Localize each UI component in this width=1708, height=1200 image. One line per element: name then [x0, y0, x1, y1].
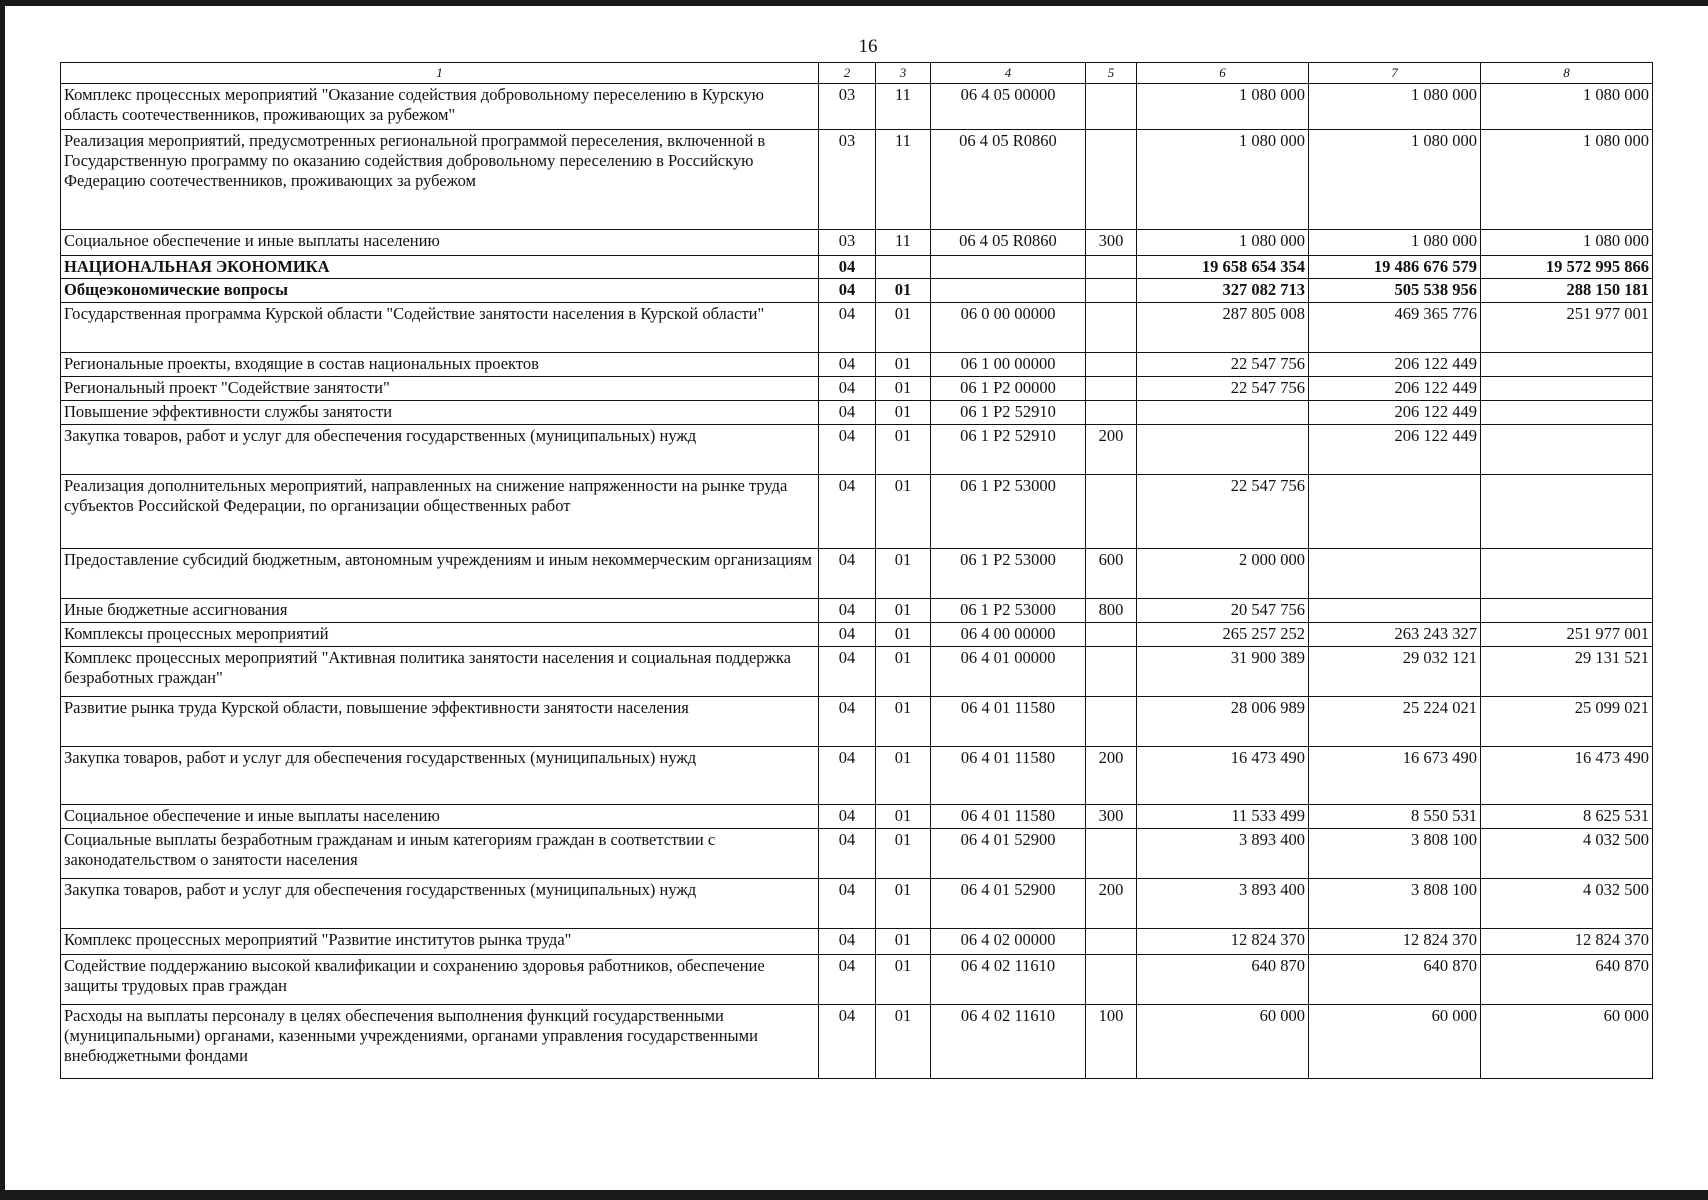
amount-col8: 251 977 001	[1481, 303, 1653, 353]
amount-col7: 3 808 100	[1309, 879, 1481, 929]
amount-col8: 29 131 521	[1481, 647, 1653, 697]
column-header: 3	[876, 63, 931, 84]
table-row	[61, 747, 1653, 805]
section-code: 04	[819, 697, 876, 747]
target-article-code: 06 1 P2 53000	[931, 475, 1086, 549]
amount-col6: 3 893 400	[1137, 879, 1309, 929]
table-row	[61, 84, 1653, 130]
expense-type-code	[1086, 401, 1137, 425]
subsection-code: 01	[876, 623, 931, 647]
target-article-code: 06 4 01 11580	[931, 697, 1086, 747]
section-code: 04	[819, 279, 876, 303]
amount-col7: 469 365 776	[1309, 303, 1481, 353]
scan-border-left	[0, 0, 5, 1200]
table-row	[61, 805, 1653, 829]
page-number: 16	[858, 36, 878, 57]
amount-col7: 60 000	[1309, 1005, 1481, 1079]
amount-col6: 2 000 000	[1137, 549, 1309, 599]
amount-col7: 505 538 956	[1309, 279, 1481, 303]
subsection-code: 11	[876, 84, 931, 130]
amount-col8: 4 032 500	[1481, 879, 1653, 929]
target-article-code: 06 4 05 00000	[931, 84, 1086, 130]
table-row	[61, 279, 1653, 303]
amount-col8	[1481, 599, 1653, 623]
subsection-code: 01	[876, 805, 931, 829]
subsection-code: 01	[876, 955, 931, 1005]
amount-col7: 206 122 449	[1309, 425, 1481, 475]
amount-col6: 19 658 654 354	[1137, 256, 1309, 279]
amount-col6	[1137, 401, 1309, 425]
row-name: Содействие поддержанию высокой квалификации и сохранению здоровья работников, обеспечение защиты трудовых прав граждан	[61, 955, 819, 1005]
amount-col6: 16 473 490	[1137, 747, 1309, 805]
target-article-code: 06 1 00 00000	[931, 353, 1086, 377]
amount-col7: 29 032 121	[1309, 647, 1481, 697]
row-name: Социальные выплаты безработным гражданам и иным категориям граждан в соответствии с законодательством о занятости населения	[61, 829, 819, 879]
row-name: Повышение эффективности службы занятости	[61, 401, 819, 425]
section-code: 03	[819, 130, 876, 230]
table-row	[61, 230, 1653, 256]
section-code: 04	[819, 377, 876, 401]
table-row	[61, 377, 1653, 401]
expense-type-code	[1086, 130, 1137, 230]
amount-col8: 12 824 370	[1481, 929, 1653, 955]
table-row	[61, 130, 1653, 230]
target-article-code	[931, 256, 1086, 279]
subsection-code: 01	[876, 647, 931, 697]
expense-type-code	[1086, 377, 1137, 401]
subsection-code: 01	[876, 697, 931, 747]
expense-type-code	[1086, 647, 1137, 697]
amount-col8: 1 080 000	[1481, 84, 1653, 130]
table-row	[61, 1005, 1653, 1079]
section-code: 04	[819, 549, 876, 599]
expense-type-code: 200	[1086, 747, 1137, 805]
target-article-code: 06 4 01 11580	[931, 747, 1086, 805]
table-row	[61, 549, 1653, 599]
amount-col7: 12 824 370	[1309, 929, 1481, 955]
subsection-code: 01	[876, 549, 931, 599]
section-code: 04	[819, 879, 876, 929]
target-article-code: 06 4 02 11610	[931, 955, 1086, 1005]
subsection-code	[876, 256, 931, 279]
subsection-code: 11	[876, 230, 931, 256]
amount-col8: 8 625 531	[1481, 805, 1653, 829]
row-name: Закупка товаров, работ и услуг для обеспечения государственных (муниципальных) нужд	[61, 425, 819, 475]
amount-col8: 4 032 500	[1481, 829, 1653, 879]
target-article-code: 06 0 00 00000	[931, 303, 1086, 353]
amount-col6: 31 900 389	[1137, 647, 1309, 697]
expense-type-code	[1086, 475, 1137, 549]
column-header: 6	[1137, 63, 1309, 84]
column-header: 5	[1086, 63, 1137, 84]
column-header: 8	[1481, 63, 1653, 84]
section-code: 03	[819, 84, 876, 130]
expense-type-code	[1086, 829, 1137, 879]
row-name: Региональные проекты, входящие в состав национальных проектов	[61, 353, 819, 377]
table-row	[61, 829, 1653, 879]
amount-col7	[1309, 475, 1481, 549]
expense-type-code: 300	[1086, 805, 1137, 829]
budget-table	[60, 62, 1653, 1079]
target-article-code: 06 1 P2 53000	[931, 599, 1086, 623]
amount-col6: 28 006 989	[1137, 697, 1309, 747]
amount-col7: 1 080 000	[1309, 130, 1481, 230]
section-code: 04	[819, 647, 876, 697]
table-row	[61, 303, 1653, 353]
scan-border-top	[0, 0, 1708, 6]
subsection-code: 01	[876, 353, 931, 377]
target-article-code: 06 4 05 R0860	[931, 230, 1086, 256]
amount-col8: 1 080 000	[1481, 230, 1653, 256]
expense-type-code	[1086, 353, 1137, 377]
amount-col6: 327 082 713	[1137, 279, 1309, 303]
amount-col8: 251 977 001	[1481, 623, 1653, 647]
amount-col8: 288 150 181	[1481, 279, 1653, 303]
amount-col7: 206 122 449	[1309, 401, 1481, 425]
amount-col6: 3 893 400	[1137, 829, 1309, 879]
amount-col7: 206 122 449	[1309, 377, 1481, 401]
subsection-code: 01	[876, 377, 931, 401]
amount-col8	[1481, 475, 1653, 549]
subsection-code: 01	[876, 475, 931, 549]
row-name: Реализация дополнительных мероприятий, направленных на снижение напряженности на рынке труда субъектов Российской Федерации, по организации общественных работ	[61, 475, 819, 549]
amount-col6: 265 257 252	[1137, 623, 1309, 647]
row-name: Предоставление субсидий бюджетным, автономным учреждениям и иным некоммерческим организациям	[61, 549, 819, 599]
section-code: 04	[819, 829, 876, 879]
table-row	[61, 623, 1653, 647]
column-header: 4	[931, 63, 1086, 84]
subsection-code: 01	[876, 747, 931, 805]
table-row	[61, 475, 1653, 549]
target-article-code: 06 4 01 52900	[931, 829, 1086, 879]
amount-col6: 11 533 499	[1137, 805, 1309, 829]
column-numbers-row	[61, 63, 1653, 84]
row-name: Расходы на выплаты персоналу в целях обеспечения выполнения функций государственными (муниципальными) органами, казенными учреждениями, органами управления государственными внебюджетными фондами	[61, 1005, 819, 1079]
target-article-code: 06 1 P2 52910	[931, 401, 1086, 425]
amount-col8: 1 080 000	[1481, 130, 1653, 230]
amount-col6: 60 000	[1137, 1005, 1309, 1079]
amount-col6: 1 080 000	[1137, 130, 1309, 230]
table-body	[61, 84, 1653, 1079]
section-code: 04	[819, 425, 876, 475]
row-name: Закупка товаров, работ и услуг для обеспечения государственных (муниципальных) нужд	[61, 879, 819, 929]
expense-type-code: 600	[1086, 549, 1137, 599]
amount-col8: 19 572 995 866	[1481, 256, 1653, 279]
amount-col8: 640 870	[1481, 955, 1653, 1005]
amount-col6: 22 547 756	[1137, 377, 1309, 401]
row-name: Региональный проект "Содействие занятости"	[61, 377, 819, 401]
subsection-code: 01	[876, 599, 931, 623]
row-name: Развитие рынка труда Курской области, повышение эффективности занятости населения	[61, 697, 819, 747]
amount-col6: 1 080 000	[1137, 230, 1309, 256]
row-name: Комплексы процессных мероприятий	[61, 623, 819, 647]
target-article-code: 06 4 00 00000	[931, 623, 1086, 647]
target-article-code: 06 4 01 00000	[931, 647, 1086, 697]
subsection-code: 01	[876, 879, 931, 929]
subsection-code: 01	[876, 303, 931, 353]
row-name: Комплекс процессных мероприятий "Оказание содействия добровольному переселению в Курскую область соотечественников, проживающих за рубежом"	[61, 84, 819, 130]
section-code: 04	[819, 805, 876, 829]
amount-col8	[1481, 353, 1653, 377]
target-article-code: 06 4 05 R0860	[931, 130, 1086, 230]
expense-type-code: 200	[1086, 879, 1137, 929]
row-name: Общеэкономические вопросы	[61, 279, 819, 303]
table-row	[61, 425, 1653, 475]
expense-type-code	[1086, 84, 1137, 130]
row-name: Социальное обеспечение и иные выплаты населению	[61, 805, 819, 829]
subsection-code: 01	[876, 425, 931, 475]
amount-col7: 206 122 449	[1309, 353, 1481, 377]
expense-type-code: 100	[1086, 1005, 1137, 1079]
amount-col8	[1481, 377, 1653, 401]
amount-col6: 22 547 756	[1137, 475, 1309, 549]
amount-col7: 19 486 676 579	[1309, 256, 1481, 279]
subsection-code: 01	[876, 1005, 931, 1079]
table-row	[61, 697, 1653, 747]
amount-col6: 1 080 000	[1137, 84, 1309, 130]
subsection-code: 01	[876, 829, 931, 879]
column-header: 2	[819, 63, 876, 84]
section-code: 04	[819, 1005, 876, 1079]
target-article-code: 06 4 01 11580	[931, 805, 1086, 829]
table-row	[61, 879, 1653, 929]
amount-col7: 16 673 490	[1309, 747, 1481, 805]
target-article-code	[931, 279, 1086, 303]
amount-col7: 8 550 531	[1309, 805, 1481, 829]
amount-col7: 640 870	[1309, 955, 1481, 1005]
section-code: 04	[819, 599, 876, 623]
section-code: 04	[819, 929, 876, 955]
expense-type-code: 200	[1086, 425, 1137, 475]
expense-type-code: 300	[1086, 230, 1137, 256]
expense-type-code: 800	[1086, 599, 1137, 623]
subsection-code: 01	[876, 401, 931, 425]
expense-type-code	[1086, 955, 1137, 1005]
row-name: Комплекс процессных мероприятий "Активная политика занятости населения и социальная поддержка безработных граждан"	[61, 647, 819, 697]
row-name: Социальное обеспечение и иные выплаты населению	[61, 230, 819, 256]
amount-col7: 1 080 000	[1309, 230, 1481, 256]
target-article-code: 06 1 P2 00000	[931, 377, 1086, 401]
amount-col7: 3 808 100	[1309, 829, 1481, 879]
scan-border-bottom	[0, 1190, 1708, 1200]
amount-col8: 25 099 021	[1481, 697, 1653, 747]
row-name: Закупка товаров, работ и услуг для обеспечения государственных (муниципальных) нужд	[61, 747, 819, 805]
amount-col6: 22 547 756	[1137, 353, 1309, 377]
amount-col8	[1481, 401, 1653, 425]
amount-col8	[1481, 549, 1653, 599]
table-row	[61, 955, 1653, 1005]
row-name: Комплекс процессных мероприятий "Развитие институтов рынка труда"	[61, 929, 819, 955]
table-row	[61, 353, 1653, 377]
amount-col7: 25 224 021	[1309, 697, 1481, 747]
table-row	[61, 929, 1653, 955]
amount-col7: 263 243 327	[1309, 623, 1481, 647]
column-header: 1	[61, 63, 819, 84]
expense-type-code	[1086, 929, 1137, 955]
amount-col8	[1481, 425, 1653, 475]
table-row	[61, 256, 1653, 279]
amount-col7	[1309, 549, 1481, 599]
amount-col8: 16 473 490	[1481, 747, 1653, 805]
column-header: 7	[1309, 63, 1481, 84]
target-article-code: 06 1 P2 53000	[931, 549, 1086, 599]
section-code: 04	[819, 747, 876, 805]
amount-col8: 60 000	[1481, 1005, 1653, 1079]
expense-type-code	[1086, 303, 1137, 353]
row-name: Иные бюджетные ассигнования	[61, 599, 819, 623]
target-article-code: 06 1 P2 52910	[931, 425, 1086, 475]
amount-col6: 20 547 756	[1137, 599, 1309, 623]
table-row	[61, 599, 1653, 623]
section-code: 04	[819, 401, 876, 425]
section-code: 04	[819, 623, 876, 647]
table-row	[61, 401, 1653, 425]
section-code: 04	[819, 256, 876, 279]
section-code: 03	[819, 230, 876, 256]
expense-type-code	[1086, 623, 1137, 647]
subsection-code: 01	[876, 929, 931, 955]
amount-col6: 287 805 008	[1137, 303, 1309, 353]
subsection-code: 11	[876, 130, 931, 230]
expense-type-code	[1086, 697, 1137, 747]
amount-col7: 1 080 000	[1309, 84, 1481, 130]
section-code: 04	[819, 955, 876, 1005]
target-article-code: 06 4 02 00000	[931, 929, 1086, 955]
section-code: 04	[819, 353, 876, 377]
amount-col6	[1137, 425, 1309, 475]
row-name: НАЦИОНАЛЬНАЯ ЭКОНОМИКА	[61, 256, 819, 279]
section-code: 04	[819, 303, 876, 353]
row-name: Государственная программа Курской области "Содействие занятости населения в Курской области"	[61, 303, 819, 353]
table-row	[61, 647, 1653, 697]
section-code: 04	[819, 475, 876, 549]
amount-col7	[1309, 599, 1481, 623]
amount-col6: 12 824 370	[1137, 929, 1309, 955]
row-name: Реализация мероприятий, предусмотренных региональной программой переселения, включенной в Государственную программу по оказанию содействия добровольному переселению в Российскую Федерацию соотечественников, проживающих за рубежом	[61, 130, 819, 230]
target-article-code: 06 4 01 52900	[931, 879, 1086, 929]
target-article-code: 06 4 02 11610	[931, 1005, 1086, 1079]
expense-type-code	[1086, 256, 1137, 279]
amount-col6: 640 870	[1137, 955, 1309, 1005]
subsection-code: 01	[876, 279, 931, 303]
expense-type-code	[1086, 279, 1137, 303]
